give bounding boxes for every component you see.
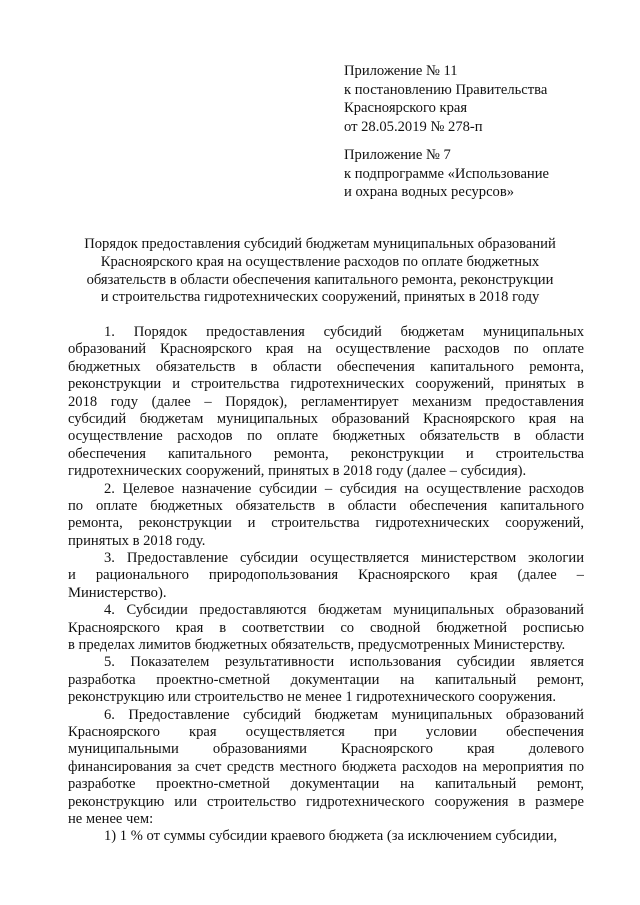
appendix-7-line: и охрана водных ресурсов» bbox=[344, 184, 515, 200]
paragraph-4 bbox=[68, 602, 584, 654]
title-line: обязательств в области обеспечения капитального ремонта, реконструкции bbox=[86, 271, 554, 288]
paragraph-line: 1) 1 % от суммы субсидии краевого бюджета (за исключением субсидии, bbox=[104, 828, 558, 845]
appendix-7-line: Приложение № 7 bbox=[344, 147, 451, 163]
paragraph-line: финансирования за счет средств местного бюджета расходов на мероприятия по bbox=[68, 758, 584, 775]
appendix-11-line: к постановлению Правительства bbox=[344, 81, 548, 98]
paragraph-line: гидротехнических сооружений, принятых в 2018 году (далее – субсидия). bbox=[68, 463, 527, 480]
paragraph-line: принятых в 2018 году. bbox=[68, 532, 206, 549]
appendix-11-line: от 28.05.2019 № 278-п bbox=[344, 118, 483, 135]
document-title bbox=[60, 236, 580, 307]
appendix-7-line: к подпрограмме «Использование bbox=[344, 165, 550, 182]
paragraph-1 bbox=[68, 324, 584, 481]
paragraph-line: обеспечения капитального ремонта, реконструкции и строительства bbox=[68, 445, 584, 462]
paragraph-line: Красноярского края в соответствии со сводной бюджетной росписью bbox=[68, 619, 584, 636]
paragraph-line: по оплате бюджетных обязательств в области обеспечения капитального bbox=[68, 497, 584, 514]
appendix-11-line: Приложение № 11 bbox=[344, 63, 458, 79]
paragraph-line: бюджетных обязательств в области обеспечения капитального ремонта, bbox=[68, 358, 584, 375]
paragraph-line: образований Красноярского края на осуществление расходов по оплате bbox=[68, 341, 584, 358]
paragraph-line: реконструкцию или строительство не менее 1 гидротехнического сооружения. bbox=[68, 689, 557, 706]
paragraph-line: 3. Предоставление субсидии осуществляется министерством экологии bbox=[104, 550, 584, 567]
appendix-11-line: Красноярского края bbox=[344, 100, 468, 116]
paragraph-line: Министерство). bbox=[68, 584, 167, 601]
paragraph-line: и рационального природопользования Красноярского края (далее – bbox=[68, 567, 584, 584]
title-line: и строительства гидротехнических сооружений, принятых в 2018 году bbox=[100, 289, 540, 306]
paragraph-line: 6. Предоставление субсидий бюджетам муниципальных образований bbox=[104, 706, 584, 723]
paragraph-line: осуществление расходов по оплате бюджетных обязательств в области bbox=[68, 428, 584, 445]
paragraph-3 bbox=[68, 550, 584, 602]
title-line: Порядок предоставления субсидий бюджетам муниципальных образований bbox=[84, 236, 556, 252]
paragraph-line: разработка проектно-сметной документации на капитальный ремонт, bbox=[68, 671, 584, 688]
title-line: Красноярского края на осуществление расходов по оплате бюджетных bbox=[100, 253, 540, 270]
paragraph-6 bbox=[68, 707, 584, 829]
paragraph-line: 1. Порядок предоставления субсидий бюджетам муниципальных bbox=[104, 324, 584, 340]
paragraph-2 bbox=[68, 481, 584, 551]
paragraph-line: в пределах лимитов бюджетных обязательств, предусмотренных Министерству. bbox=[68, 637, 566, 654]
paragraph-line: реконструкцию или строительство гидротехнического сооружения в размере bbox=[68, 793, 584, 810]
paragraph-line: муниципальными образованиями Красноярского края долевого bbox=[68, 741, 584, 758]
document-body bbox=[68, 324, 584, 846]
paragraph-line: субсидий бюджетам муниципальных образований Красноярского края на bbox=[68, 410, 584, 427]
paragraph-line: 2. Целевое назначение субсидии – субсидия на осуществление расходов bbox=[104, 480, 584, 497]
paragraph-line: разработке проектно-сметной документации на капитальный ремонт, bbox=[68, 776, 584, 793]
appendix-7-header bbox=[344, 146, 614, 202]
paragraph-line: реконструкции и строительства гидротехнических сооружений, принятых в bbox=[68, 376, 584, 393]
paragraph-line: 5. Показателем результативности использования субсидии является bbox=[104, 654, 584, 671]
paragraph-5 bbox=[68, 654, 584, 706]
paragraph-7 bbox=[68, 828, 584, 845]
paragraph-line: не менее чем: bbox=[68, 810, 154, 827]
paragraph-line: Красноярского края осуществляется при условии обеспечения bbox=[68, 723, 584, 740]
paragraph-line: 2018 году (далее – Порядок), регламентирует механизм предоставления bbox=[68, 393, 584, 410]
paragraph-line: 4. Субсидии предоставляются бюджетам муниципальных образований bbox=[104, 602, 584, 619]
paragraph-line: ремонта, реконструкции и строительства гидротехнических сооружений, bbox=[68, 515, 584, 532]
appendix-11-header bbox=[344, 62, 614, 136]
